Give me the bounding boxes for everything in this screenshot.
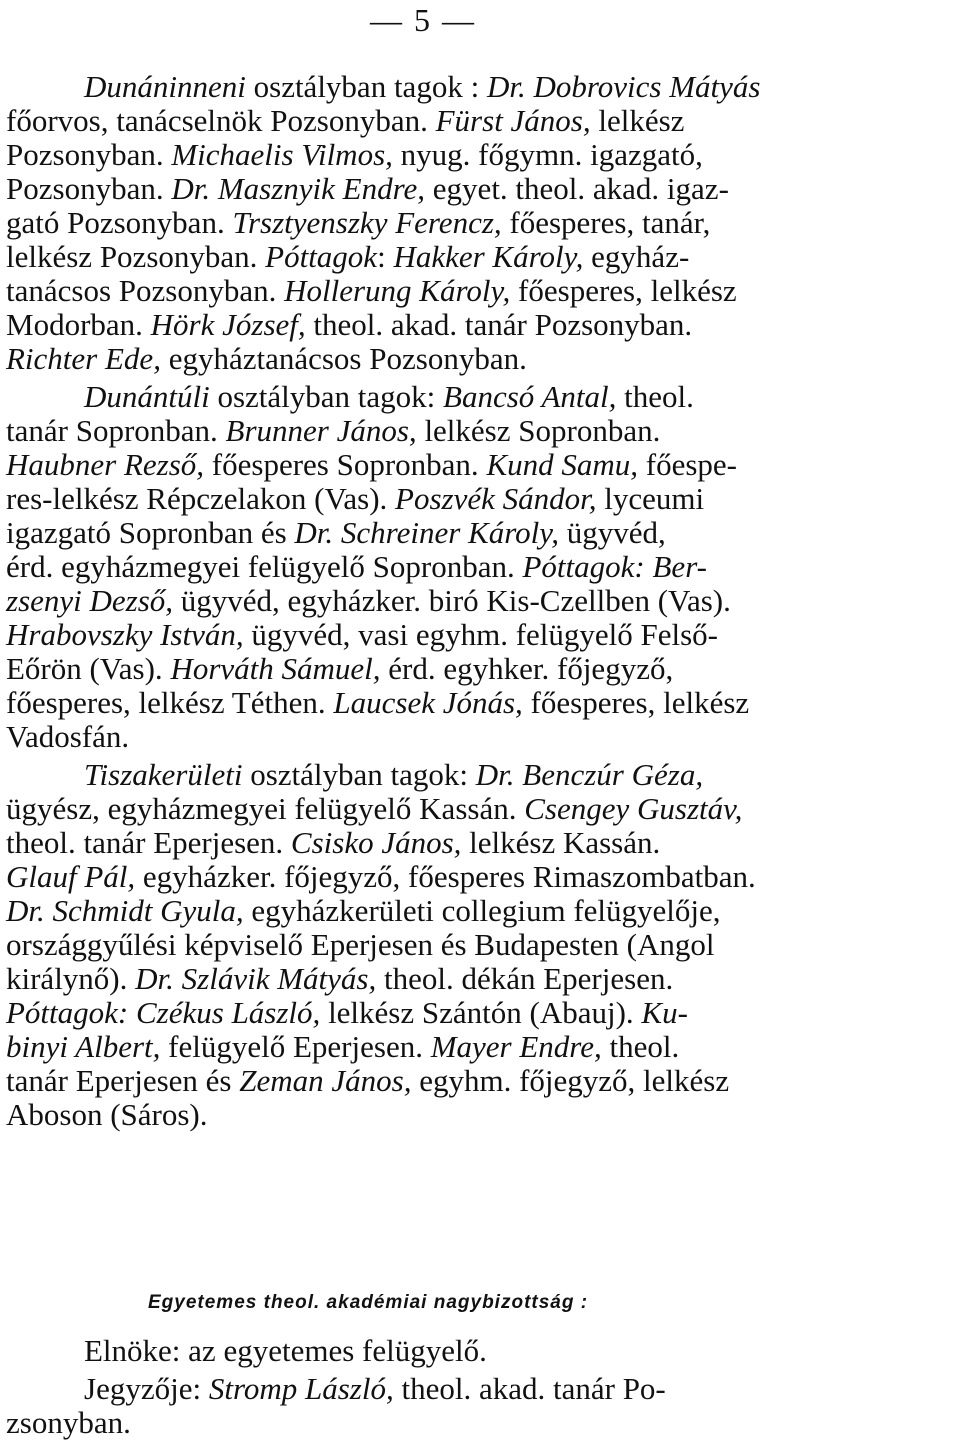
text-line: Aboson (Sáros). xyxy=(6,1097,208,1132)
text-line: Tiszakerületi osztályban tagok: Dr. Benczúr Géza, xyxy=(84,757,704,792)
page-number: — 5 — xyxy=(370,2,476,38)
text-line: lelkész Pozsonyban. Póttagok: Hakker Károly, egyház- xyxy=(6,239,690,274)
text-line: Dr. Schmidt Gyula, egyházkerületi collegium felügyelője, xyxy=(6,893,721,928)
text-line: zsenyi Dezső, ügyvéd, egyházker. biró Kis-Czellben (Vas). xyxy=(6,583,731,618)
text-line: Pozsonyban. Michaelis Vilmos, nyug. főgymn. igazgató, xyxy=(6,137,703,172)
text-line: igazgató Sopronban és Dr. Schreiner Károly, ügyvéd, xyxy=(6,515,666,550)
text-line: res-lelkész Répczelakon (Vas). Poszvék Sándor, lyceumi xyxy=(6,481,705,516)
section-heading: Egyetemes theol. akadémiai nagybizottság : xyxy=(148,1292,589,1313)
text-line: Pozsonyban. Dr. Masznyik Endre, egyet. theol. akad. igaz- xyxy=(6,171,729,206)
text-line: tanár Sopronban. Brunner János, lelkész Sopronban. xyxy=(6,413,661,448)
text-line: binyi Albert, felügyelő Eperjesen. Mayer Endre, theol. xyxy=(6,1029,680,1064)
text-line: ügyész, egyházmegyei felügyelő Kassán. Csengey Gusztáv, xyxy=(6,791,743,826)
text-line: Dunántúli osztályban tagok: Bancsó Antal, theol. xyxy=(84,379,694,414)
text-line: Vadosfán. xyxy=(6,719,130,754)
text-line: theol. tanár Eperjesen. Csisko János, lelkész Kassán. xyxy=(6,825,661,860)
text-line: Jegyzője: Stromp László, theol. akad. tanár Po- xyxy=(84,1371,666,1406)
text-line: Richter Ede, egyháztanácsos Pozsonyban. xyxy=(6,341,527,376)
text-line: Póttagok: Czékus László, lelkész Szántón (Abauj). Ku- xyxy=(6,995,688,1030)
text-line: Glauf Pál, egyházker. főjegyző, főesperes Rimaszombatban. xyxy=(6,859,756,894)
text-line: főorvos, tanácselnök Pozsonyban. Fürst János, lelkész xyxy=(6,103,685,138)
text-line: Dunáninneni osztályban tagok : Dr. Dobrovics Mátyás xyxy=(84,69,761,104)
text-line: Elnöke: az egyetemes felügyelő. xyxy=(84,1333,487,1368)
text-line: zsonyban. xyxy=(6,1405,131,1440)
text-line: Hrabovszky István, ügyvéd, vasi egyhm. felügyelő Felső- xyxy=(6,617,719,652)
text-line: gató Pozsonyban. Trsztyenszky Ferencz, főesperes, tanár, xyxy=(6,205,711,240)
text-line: érd. egyházmegyei felügyelő Sopronban. Póttagok: Ber- xyxy=(6,549,707,584)
text-line: Haubner Rezső, főesperes Sopronban. Kund Samu, főespe- xyxy=(6,447,737,482)
text-line: országgyűlési képviselő Eperjesen és Budapesten (Angol xyxy=(6,927,715,962)
text-line: tanácsos Pozsonyban. Hollerung Károly, főesperes, lelkész xyxy=(6,273,737,308)
text-line: Modorban. Hörk József, theol. akad. tanár Pozsonyban. xyxy=(6,307,693,342)
text-line: Eőrön (Vas). Horváth Sámuel, érd. egyhker. főjegyző, xyxy=(6,651,674,686)
text-line: tanár Eperjesen és Zeman János, egyhm. főjegyző, lelkész xyxy=(6,1063,730,1098)
text-line: főesperes, lelkész Téthen. Laucsek Jónás, főesperes, lelkész xyxy=(6,685,750,720)
text-line: királynő). Dr. Szlávik Mátyás, theol. dékán Eperjesen. xyxy=(6,961,674,996)
